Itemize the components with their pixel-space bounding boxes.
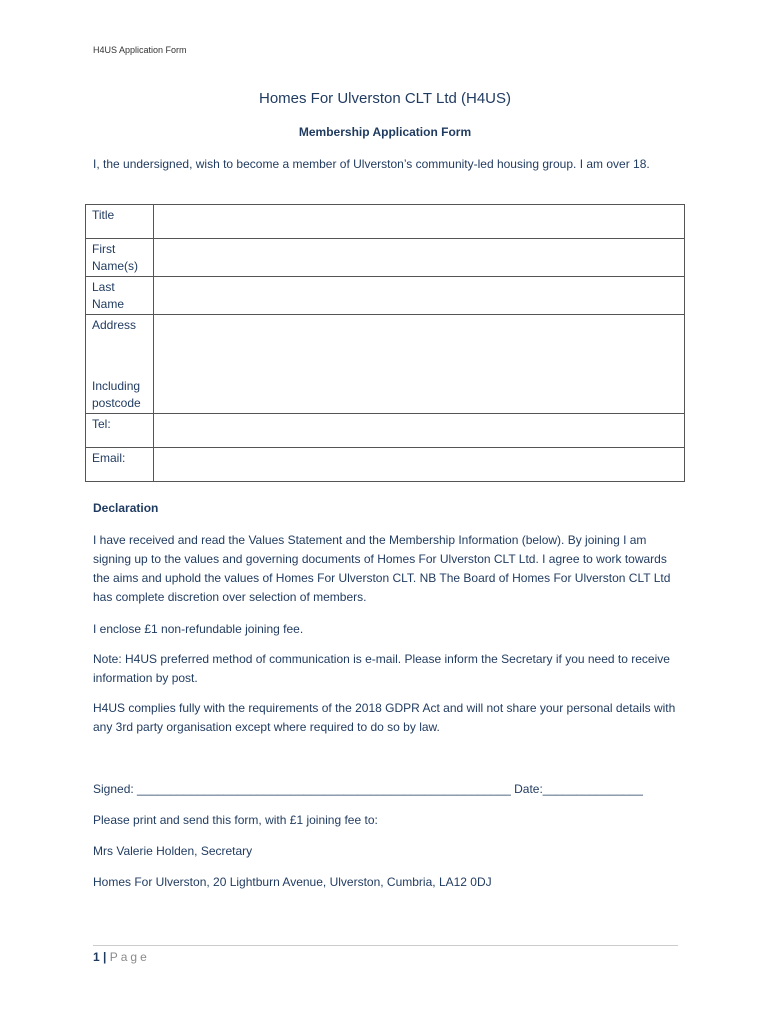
postal-address: Homes For Ulverston, 20 Lightburn Avenue, Ulverston, Cumbria, LA12 0DJ <box>93 875 492 889</box>
declaration-paragraph-fee: I enclose £1 non-refundable joining fee. <box>93 622 304 636</box>
email-label: Email: <box>86 448 154 482</box>
first-name-field[interactable] <box>154 239 685 277</box>
address-label: Address <box>92 318 137 332</box>
first-name-label: First Name(s) <box>86 239 154 277</box>
signature-date-line[interactable]: Signed: ________________________________________________________ Date:_______________ <box>93 782 643 796</box>
organisation-title: Homes For Ulverston CLT Ltd (H4US) <box>258 90 511 107</box>
table-row-title <box>86 205 685 239</box>
form-title: Membership Application Form <box>298 125 472 139</box>
table-row-email <box>86 448 685 482</box>
address-field[interactable] <box>154 315 685 414</box>
last-name-label: Last Name <box>86 277 154 315</box>
footer-divider <box>93 945 678 946</box>
applicant-details-table <box>85 204 685 482</box>
title-label: Title <box>86 205 154 239</box>
declaration-paragraph-communication: Note: H4US preferred method of communication is e-mail. Please inform the Secretary if you need to receive information by post. <box>93 652 670 685</box>
declaration-paragraph-values: I have received and read the Values Statement and the Membership Information (below). By joining I am signing up to the values and governing documents of Homes For Ulverston CLT Ltd. I agree to work towards the aims and uphold the values of Homes For Ulverston CLT. NB The Board of Homes For Ulverston CLT Ltd has complete discretion over selection of members. <box>93 533 671 604</box>
title-field[interactable] <box>154 205 685 239</box>
page-label: Page <box>109 950 150 964</box>
address-label-cell <box>86 315 154 414</box>
secretary-name: Mrs Valerie Holden, Secretary <box>93 844 253 858</box>
tel-field[interactable] <box>154 414 685 448</box>
declaration-heading: Declaration <box>93 501 159 515</box>
postcode-label: Including postcode <box>92 379 141 410</box>
tel-label: Tel: <box>86 414 154 448</box>
intro-statement: I, the undersigned, wish to become a member of Ulverston’s community-led housing group. I am over 18. <box>93 157 650 171</box>
page-number: 1 <box>93 950 100 964</box>
send-instruction: Please print and send this form, with £1 joining fee to: <box>93 813 378 827</box>
page-footer <box>93 950 150 964</box>
table-row-tel <box>86 414 685 448</box>
email-field[interactable] <box>154 448 685 482</box>
table-row-address <box>86 315 685 414</box>
table-row-last-name <box>86 277 685 315</box>
last-name-field[interactable] <box>154 277 685 315</box>
running-header: H4US Application Form <box>93 45 187 55</box>
declaration-paragraph-gdpr: H4US complies fully with the requirements of the 2018 GDPR Act and will not share your personal details with any 3rd party organisation except where required to do so by law. <box>93 701 676 734</box>
address-label-wrap <box>92 317 147 411</box>
footer-separator: | <box>103 950 107 964</box>
table-row-first-name <box>86 239 685 277</box>
